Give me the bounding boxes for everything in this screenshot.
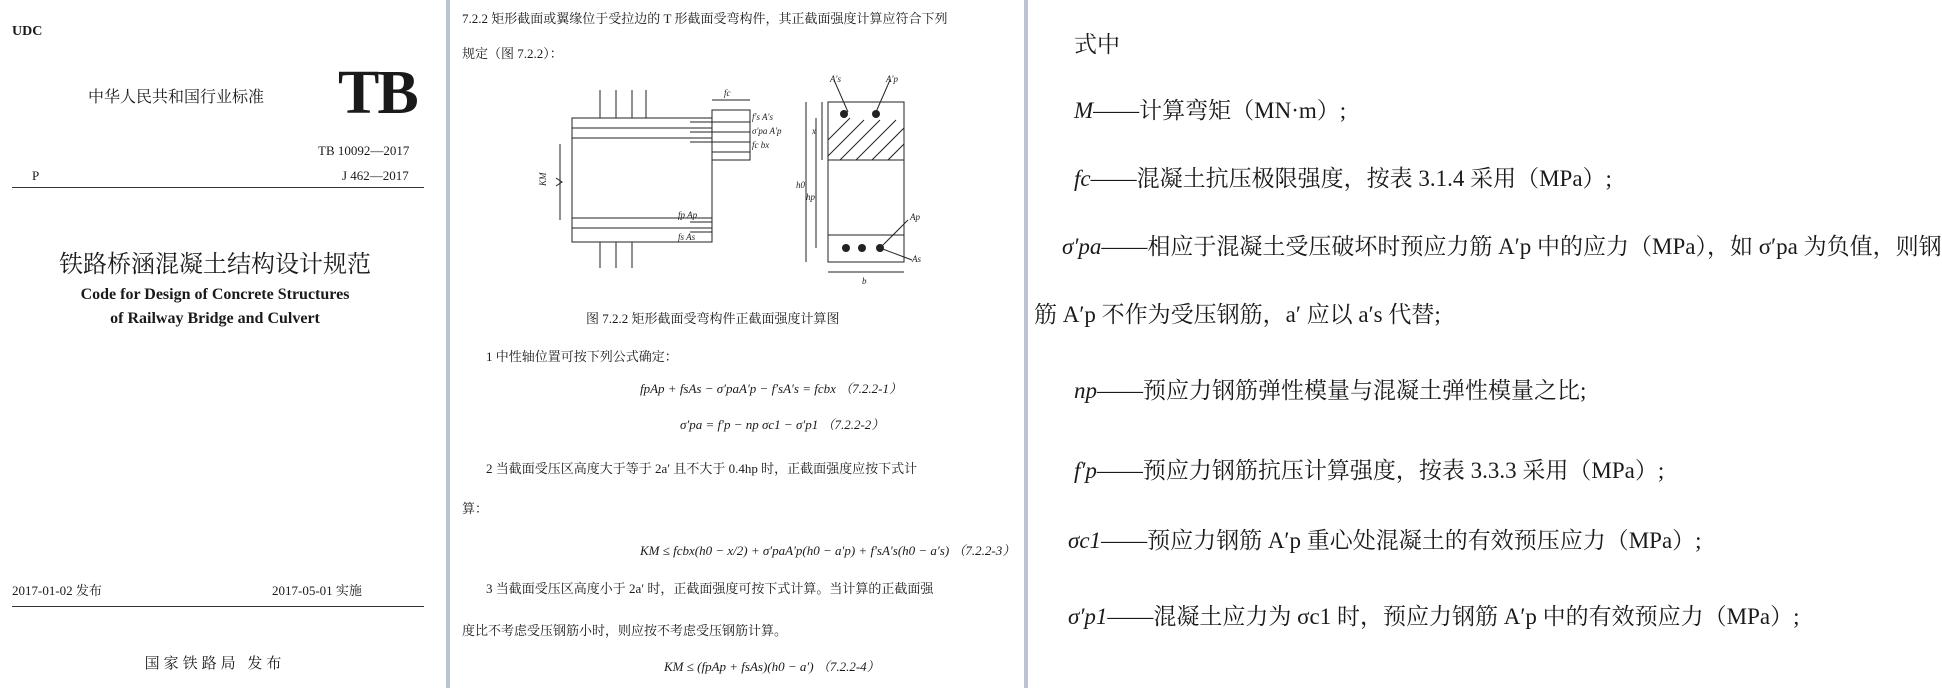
item-2: 2 当截面受压区高度大于等于 2a′ 且不大于 0.4hp 时，正截面强度应按下式计 [486, 461, 918, 476]
equation-7-2-2-2: σ′pa = f′p − np σc1 − σ′p1 （7.2.2-2） [680, 417, 885, 432]
equation-7-2-2-3: KM ≤ fcbx(h0 − x/2) + σ′paA′p(h0 − a′p) + f′sA′s(h0 − a′s) （7.2.2-3） [640, 543, 1016, 558]
label-As: As [912, 254, 921, 264]
def-sigma-p1 [1068, 598, 1799, 631]
clause-heading-cont: 规定（图 7.2.2）： [462, 46, 563, 61]
title-chinese: 铁路桥涵混凝土结构设计规范 [59, 252, 371, 278]
label-h0: h0 [796, 180, 805, 190]
def-np [1074, 372, 1586, 405]
publish-date: 2017-01-02 发布 [12, 583, 102, 598]
label-fpAp: fp Ap [678, 210, 698, 220]
def-symbol: fc [1074, 166, 1091, 191]
implement-date: 2017-05-01 实施 [272, 583, 362, 598]
label-sigAp: σ′pa A′p [752, 126, 782, 136]
title-english-line2: of Railway Bridge and Culvert [110, 310, 320, 327]
tb-logo: TB [338, 59, 417, 127]
def-sigma-c1 [1068, 522, 1702, 555]
agency-title: 中华人民共和国行业标准 [88, 89, 265, 106]
equation-7-2-2-4: KM ≤ (fpAp + fsAs)(h0 − a′) （7.2.2-4） [664, 659, 880, 674]
label-x: x [812, 126, 816, 136]
def-symbol: f′p [1074, 458, 1097, 483]
j-code: J 462—2017 [342, 168, 409, 183]
label-b: b [862, 276, 867, 286]
def-symbol: σ′pa [1062, 234, 1102, 259]
def-sigma-pa-cont [1034, 296, 1441, 329]
def-text: ——混凝土应力为 σc1 时，预应力钢筋 A′p 中的有效预应力（MPa）; [1107, 604, 1800, 629]
def-text: ——混凝土抗压极限强度，按表 3.1.4 采用（MPa）; [1090, 166, 1612, 191]
def-text: ——预应力钢筋弹性模量与混凝土弹性模量之比; [1097, 378, 1587, 403]
intro: 式中 [1074, 32, 1120, 57]
def-text: 筋 A′p 不作为受压钢筋，a′ 应以 a′s 代替; [1034, 302, 1441, 327]
section-diagram [450, 70, 1024, 290]
item-1: 1 中性轴位置可按下列公式确定： [486, 349, 678, 364]
def-symbol: σc1 [1068, 528, 1102, 553]
bottom-divider [12, 606, 424, 607]
cover-page [0, 0, 446, 688]
label-fsAs-top: f′s A′s [752, 112, 774, 122]
label-Ap: Ap [910, 212, 920, 222]
def-fc [1074, 160, 1612, 193]
clause-heading: 7.2.2 矩形截面或翼缘位于受拉边的 T 形截面受弯构件，其正截面强度计算应符合下列 [462, 11, 948, 26]
item-3: 3 当截面受压区高度小于 2a′ 时，正截面强度可按下式计算。当计算的正截面强 [486, 581, 934, 596]
def-symbol: M [1074, 98, 1094, 123]
top-divider [12, 187, 424, 188]
label-hp: hp [806, 192, 815, 202]
standard-code: TB 10092—2017 [318, 143, 410, 158]
def-M [1074, 92, 1346, 125]
equation-7-2-2-1: fpAp + fsAs − σ′paA′p − f′sA′s = fcbx （7.2.2-1） [640, 381, 902, 396]
p-mark: P [32, 168, 40, 183]
def-fp [1074, 452, 1664, 485]
def-sigma-pa [1062, 228, 1942, 261]
item-3-cont: 度比不考虑受压钢筋小时，则应按不考虑受压钢筋计算。 [462, 623, 788, 638]
label-as-top: A′s [830, 74, 841, 84]
label-fsAs: fs As [678, 232, 696, 242]
item-2-cont: 算： [462, 501, 489, 516]
figure-caption: 图 7.2.2 矩形截面受弯构件正截面强度计算图 [586, 311, 840, 326]
clause-page [450, 0, 1024, 688]
def-text: ——计算弯矩（MN·m）; [1093, 98, 1347, 123]
label-KM: KM [538, 172, 548, 186]
udc-label: UDC [12, 24, 43, 39]
label-fcbx: fc bx [752, 140, 770, 150]
def-symbol: np [1074, 378, 1097, 403]
label-fc: fc [724, 88, 731, 98]
def-text: ——相应于混凝土受压破坏时预应力筋 A′p 中的应力（MPa），如 σ′pa 为负值，则钢 [1101, 234, 1942, 259]
def-symbol: σ′p1 [1068, 604, 1108, 629]
title-english-line1: Code for Design of Concrete Structures [80, 286, 350, 303]
def-text: ——预应力钢筋抗压计算强度，按表 3.3.3 采用（MPa）; [1096, 458, 1665, 483]
definitions-page [1028, 0, 1942, 688]
label-ap-top: A′p [886, 74, 898, 84]
issuer: 国家铁路局 发布 [144, 656, 286, 672]
def-text: ——预应力钢筋 A′p 重心处混凝土的有效预压应力（MPa）; [1101, 528, 1702, 553]
